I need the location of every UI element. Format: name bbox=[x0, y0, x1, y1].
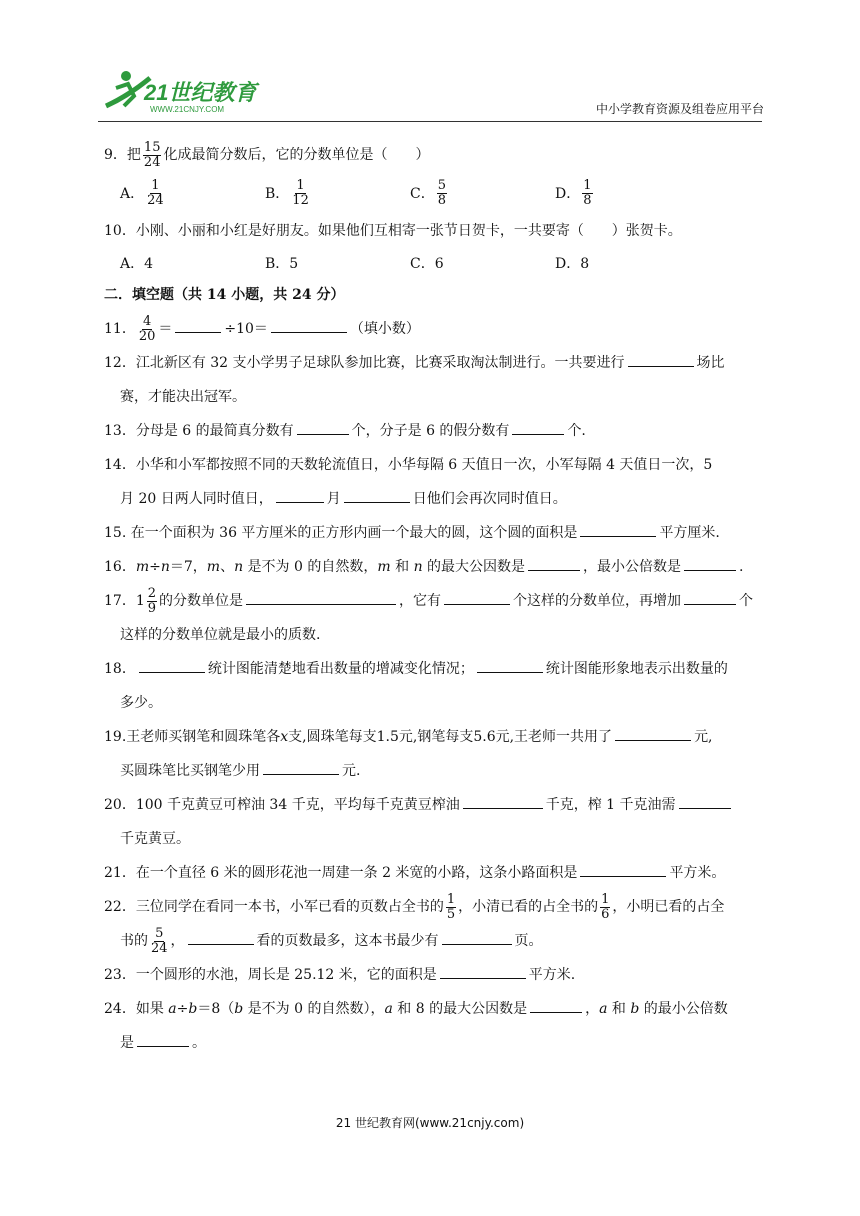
fraction-num: 15 bbox=[143, 139, 161, 155]
question-9 bbox=[104, 138, 774, 172]
q13-c: 个. bbox=[567, 423, 586, 439]
q24-c: 是不为 0 的自然数）， bbox=[243, 1001, 385, 1017]
q22-l2a: 书的 bbox=[120, 933, 148, 949]
fraction-num: 5 bbox=[437, 177, 446, 193]
question-24-cont bbox=[104, 1026, 774, 1060]
mixed-whole: 1 bbox=[135, 593, 145, 609]
question-19 bbox=[104, 720, 774, 754]
fraction-den: 24 bbox=[151, 940, 168, 956]
q22-l2b: ， bbox=[170, 933, 185, 949]
answer-blank[interactable] bbox=[628, 352, 694, 367]
q19-c: 元, bbox=[694, 729, 713, 745]
var-m: m bbox=[135, 559, 150, 575]
fraction-den: 6 bbox=[601, 906, 610, 922]
fraction bbox=[291, 179, 310, 207]
q15-b: 平方厘米. bbox=[659, 525, 720, 541]
answer-blank[interactable] bbox=[263, 760, 339, 775]
q11-tail: （填小数） bbox=[349, 321, 420, 337]
fraction bbox=[437, 179, 447, 207]
op: ＝7， bbox=[169, 559, 207, 575]
fraction bbox=[446, 893, 456, 921]
option-b[interactable]: B．5 bbox=[265, 256, 299, 272]
fraction-num: 4 bbox=[142, 313, 152, 329]
q19-b: 支,圆珠笔每支1.5元,钢笔每支5.6元,王老师一共用了 bbox=[288, 729, 613, 745]
question-17 bbox=[104, 584, 774, 618]
var-a: a bbox=[168, 1001, 177, 1017]
q13-b: 个，分子是 6 的假分数有 bbox=[351, 423, 510, 439]
option-d[interactable] bbox=[555, 179, 700, 207]
question-11 bbox=[104, 312, 774, 346]
option-a[interactable]: A．4 bbox=[120, 256, 154, 272]
q16-t4: ，最小公倍数是 bbox=[583, 559, 682, 575]
question-13 bbox=[104, 414, 774, 448]
q24-d: 和 8 的最大公因数是 bbox=[392, 1001, 528, 1017]
answer-blank[interactable] bbox=[463, 794, 543, 809]
question-number: 9． bbox=[104, 147, 127, 163]
option-c[interactable] bbox=[410, 179, 555, 207]
fraction-num: 5 bbox=[155, 925, 164, 941]
q12-line1b: 场比 bbox=[696, 355, 725, 371]
question-22 bbox=[104, 890, 774, 924]
question-12-cont: 赛，才能决出冠军。 bbox=[120, 389, 246, 405]
q22-l2d: 页。 bbox=[514, 933, 543, 949]
q22-b: ，小清已看的占全书的 bbox=[458, 899, 599, 915]
var-b: b bbox=[188, 1001, 198, 1017]
option-label: C． bbox=[410, 186, 435, 202]
q9-post: 化成最简分数后，它的分数单位是（ ） bbox=[163, 147, 430, 163]
var-m: m bbox=[206, 559, 221, 575]
var-n: n bbox=[413, 559, 423, 575]
fraction bbox=[147, 587, 157, 615]
answer-blank[interactable] bbox=[440, 964, 526, 979]
question-number: 17． bbox=[104, 593, 136, 609]
fraction-den: 5 bbox=[446, 906, 456, 922]
var-a: a bbox=[384, 1001, 393, 1017]
q16-t5: . bbox=[739, 559, 744, 575]
question-24 bbox=[104, 992, 774, 1026]
op: ÷ bbox=[149, 559, 161, 575]
question-16 bbox=[104, 550, 774, 584]
q18-c: 统计图能形象地表示出数量的 bbox=[545, 661, 728, 677]
q11-eq: ＝ bbox=[158, 321, 173, 337]
question-23 bbox=[104, 958, 774, 992]
fraction-den: 8 bbox=[437, 192, 446, 208]
page-header bbox=[0, 0, 860, 125]
q20-b: 千克，榨 1 千克油需 bbox=[545, 797, 676, 813]
q16-t2: 和 bbox=[390, 559, 414, 575]
option-label: A． bbox=[120, 186, 145, 202]
answer-blank[interactable] bbox=[246, 590, 396, 605]
answer-blank[interactable] bbox=[512, 420, 564, 435]
q24-l2: 是 bbox=[120, 1035, 134, 1051]
answer-blank[interactable] bbox=[271, 318, 347, 333]
var-b: b bbox=[234, 1001, 244, 1017]
logo bbox=[98, 66, 268, 116]
answer-blank[interactable] bbox=[442, 930, 512, 945]
q16-t3: 的最大公因数是 bbox=[422, 559, 526, 575]
fraction bbox=[600, 893, 610, 921]
answer-blank[interactable] bbox=[477, 658, 543, 673]
fraction-den: 24 bbox=[143, 154, 161, 170]
question-10: 10．小刚、小丽和小红是好朋友。如果他们互相寄一张节日贺卡，一共要寄（ ）张贺卡。 bbox=[104, 223, 682, 239]
option-b[interactable] bbox=[265, 179, 410, 207]
answer-blank[interactable] bbox=[175, 318, 221, 333]
question-17-cont: 这样的分数单位就是最小的质数. bbox=[120, 627, 321, 643]
answer-blank[interactable] bbox=[615, 726, 691, 741]
question-20-cont: 千克黄豆。 bbox=[120, 831, 190, 847]
var-m: m bbox=[377, 559, 391, 575]
fraction-den: 12 bbox=[292, 192, 309, 208]
question-number: 16． bbox=[104, 559, 136, 575]
logo-text: 21世纪教育 bbox=[144, 80, 257, 105]
q14-l2c: 日他们会再次同时值日。 bbox=[412, 491, 567, 507]
question-19-cont bbox=[104, 754, 774, 788]
answer-blank[interactable] bbox=[580, 522, 656, 537]
q11-div: ÷10＝ bbox=[224, 321, 268, 337]
question-18-cont: 多少。 bbox=[120, 695, 162, 711]
question-12 bbox=[104, 346, 774, 380]
q22-l2c: 看的页数最多，这本书最少有 bbox=[256, 933, 439, 949]
q20-a: 20．100 千克黄豆可榨油 34 千克，平均每千克黄豆榨油 bbox=[104, 797, 460, 813]
q19-l2b: 元. bbox=[342, 763, 361, 779]
q22-c: ，小明已看的占全 bbox=[612, 899, 725, 915]
sep: 、 bbox=[220, 559, 235, 575]
var-n: n bbox=[160, 559, 170, 575]
q24-f: 和 bbox=[607, 1001, 631, 1017]
question-14-cont bbox=[104, 482, 774, 516]
q18-b: 统计图能清楚地看出数量的增减变化情况； bbox=[207, 661, 474, 677]
option-a[interactable] bbox=[120, 179, 265, 207]
fraction-num: 2 bbox=[147, 585, 157, 601]
fraction bbox=[143, 141, 162, 169]
fraction bbox=[582, 179, 592, 207]
fraction-den: 9 bbox=[147, 600, 157, 616]
q21-b: 平方米。 bbox=[669, 865, 726, 881]
answer-blank[interactable] bbox=[580, 862, 666, 877]
var-x: x bbox=[280, 729, 289, 745]
q23-a: 23．一个圆形的水池，周长是 25.12 米，它的面积是 bbox=[104, 967, 437, 983]
option-label: D． bbox=[555, 186, 581, 202]
fraction-den: 20 bbox=[138, 328, 156, 344]
q19-a: 19.王老师买钢笔和圆珠笔各 bbox=[104, 729, 281, 745]
q23-b: 平方米. bbox=[528, 967, 576, 983]
q21-a: 21．在一个直径 6 米的圆形花池一周建一条 2 米宽的小路，这条小路面积是 bbox=[104, 865, 578, 881]
q24-e: ， bbox=[585, 1001, 600, 1017]
option-label: B． bbox=[265, 186, 290, 202]
header-divider bbox=[98, 121, 762, 122]
q24-b: ＝8（ bbox=[197, 1001, 235, 1017]
platform-title: 中小学教育资源及组卷应用平台 bbox=[595, 102, 764, 116]
answer-blank[interactable] bbox=[344, 488, 410, 503]
fraction bbox=[150, 927, 169, 955]
question-number: 18． bbox=[104, 661, 136, 677]
q24-l2b: 。 bbox=[192, 1035, 206, 1051]
fraction-num: 1 bbox=[151, 177, 160, 193]
q17-a: 的分数单位是 bbox=[159, 593, 244, 609]
question-14: 14．小华和小军都按照不同的天数轮流值日，小华每隔 6 天值日一次，小军每隔 4 天值日一次，5 bbox=[104, 457, 713, 473]
answer-blank[interactable] bbox=[679, 794, 731, 809]
q22-a: 22．三位同学在看同一本书，小军已看的页数占全书的 bbox=[104, 899, 444, 915]
q9-pre: 把 bbox=[126, 147, 141, 163]
q17-c: 个这样的分数单位，再增加 bbox=[513, 593, 682, 609]
op: ÷ bbox=[176, 1001, 189, 1017]
option-c[interactable]: C．6 bbox=[410, 256, 444, 272]
question-content bbox=[104, 138, 774, 1060]
q12-line1: 12．江北新区有 32 支小学男子足球队参加比赛，比赛采取淘汰制进行。一共要进行 bbox=[104, 355, 625, 371]
q16-t1: 是不为 0 的自然数， bbox=[243, 559, 378, 575]
answer-blank[interactable] bbox=[684, 556, 736, 571]
answer-blank[interactable] bbox=[276, 488, 324, 503]
q24-g: 的最小公倍数 bbox=[639, 1001, 728, 1017]
q9-options bbox=[104, 172, 774, 214]
fraction-num: 1 bbox=[601, 891, 610, 907]
fraction-den: 8 bbox=[583, 192, 592, 208]
answer-blank[interactable] bbox=[188, 930, 254, 945]
question-21 bbox=[104, 856, 774, 890]
q14-l2a: 月 20 日两人同时值日， bbox=[120, 491, 273, 507]
option-d[interactable]: D．8 bbox=[555, 256, 590, 272]
q17-d: 个 bbox=[739, 593, 754, 609]
answer-blank[interactable] bbox=[137, 1032, 189, 1047]
question-20 bbox=[104, 788, 774, 822]
q24-a: 24．如果 bbox=[104, 1001, 169, 1017]
q17-b: ，它有 bbox=[399, 593, 442, 609]
answer-blank[interactable] bbox=[297, 420, 349, 435]
answer-blank[interactable] bbox=[684, 590, 736, 605]
q19-l2a: 买圆珠笔比买钢笔少用 bbox=[120, 763, 260, 779]
answer-blank[interactable] bbox=[528, 556, 580, 571]
fraction bbox=[138, 315, 157, 343]
answer-blank[interactable] bbox=[444, 590, 510, 605]
var-a: a bbox=[599, 1001, 608, 1017]
q15-a: 15. 在一个面积为 36 平方厘米的正方形内画一个最大的圆，这个圆的面积是 bbox=[104, 525, 578, 541]
page-footer: 21 世纪教育网(www.21cnjy.com) bbox=[335, 1116, 525, 1130]
question-18 bbox=[104, 652, 774, 686]
fraction bbox=[146, 179, 165, 207]
q13-a: 13．分母是 6 的最简真分数有 bbox=[104, 423, 294, 439]
fraction-num: 1 bbox=[583, 177, 592, 193]
fraction-den: 24 bbox=[147, 192, 164, 208]
question-15 bbox=[104, 516, 774, 550]
var-b: b bbox=[630, 1001, 640, 1017]
fraction-num: 1 bbox=[446, 891, 456, 907]
q10-options bbox=[104, 248, 774, 278]
fraction-num: 1 bbox=[296, 177, 305, 193]
question-number: 11． bbox=[104, 321, 136, 337]
logo-url: WWW.21CNJY.COM bbox=[150, 105, 225, 114]
q14-l2b: 月 bbox=[326, 491, 341, 507]
answer-blank[interactable] bbox=[139, 658, 205, 673]
var-n: n bbox=[234, 559, 244, 575]
section-title: 二．填空题（共 14 小题，共 24 分） bbox=[104, 287, 345, 303]
question-22-cont bbox=[104, 924, 774, 958]
answer-blank[interactable] bbox=[530, 998, 582, 1013]
